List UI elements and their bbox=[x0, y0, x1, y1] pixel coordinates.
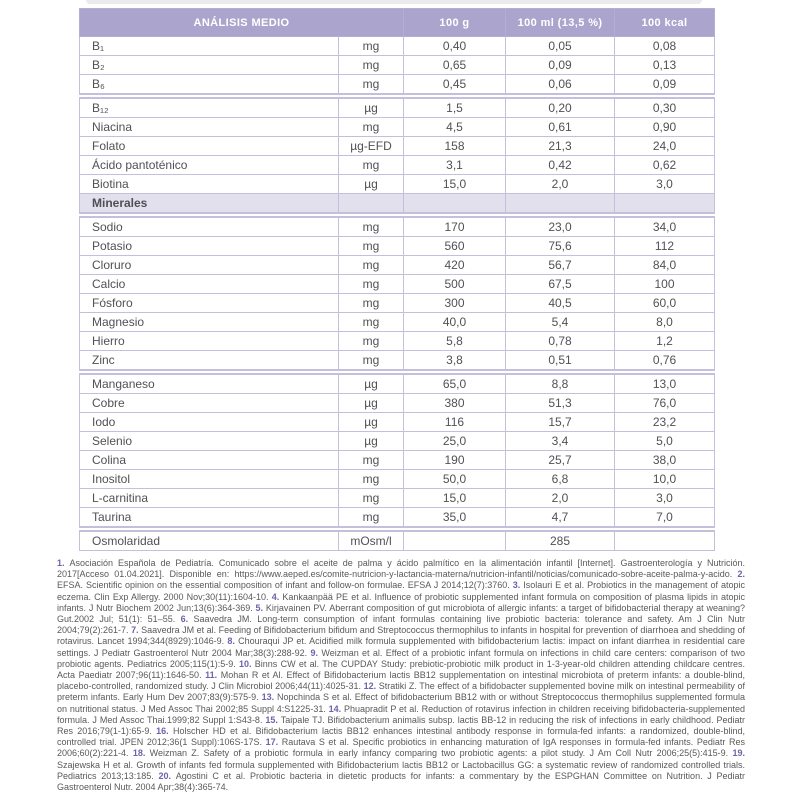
nutrient-name: Potasio bbox=[80, 237, 339, 256]
nutrient-value: 1,5 bbox=[404, 96, 506, 118]
nutrient-value: 158 bbox=[404, 137, 506, 156]
nutrient-value: 0,45 bbox=[404, 75, 506, 97]
nutrient-unit: mg bbox=[339, 313, 404, 332]
nutrient-value: 4,7 bbox=[506, 508, 615, 530]
reference-item: 10. Binns CW et al. The CUPDAY Study: prebiotic-probiotic milk product in 1-3-year-old children attending childcare centres. Acta Paediatr 2007;96(11):1646-50. bbox=[57, 658, 746, 681]
table-row bbox=[80, 351, 715, 373]
nutrient-value: 2,0 bbox=[506, 489, 615, 508]
nutrient-name: Biotina bbox=[80, 175, 339, 194]
nutrient-value: 0,09 bbox=[506, 56, 615, 75]
nutrient-value: 23,0 bbox=[506, 215, 615, 237]
nutrient-unit: mg bbox=[339, 56, 404, 75]
nutrient-value bbox=[506, 194, 615, 216]
nutrient-value: 84,0 bbox=[615, 256, 715, 275]
nutrient-unit: mg bbox=[339, 332, 404, 351]
nutrient-value: 65,0 bbox=[404, 372, 506, 394]
reference-number: 10. bbox=[239, 658, 255, 669]
nutrient-unit: mg bbox=[339, 118, 404, 137]
nutrient-value: 13,0 bbox=[615, 372, 715, 394]
nutrient-value: 34,0 bbox=[615, 215, 715, 237]
nutrient-value: 190 bbox=[404, 451, 506, 470]
table-header bbox=[80, 9, 715, 37]
nutrient-value: 5,8 bbox=[404, 332, 506, 351]
reference-item: 18. Weizman Z. Safety of a probiotic formula in early infancy comparing two probiotic agents: a pilot study. J Am Coll Nutr 2006;25(5):415-9. bbox=[132, 748, 733, 759]
nutrient-name: Zinc bbox=[80, 351, 339, 373]
nutrient-value: 300 bbox=[404, 294, 506, 313]
reference-number: 2. bbox=[737, 569, 745, 580]
nutrient-value: 0,30 bbox=[615, 96, 715, 118]
nutrient-value: 24,0 bbox=[615, 137, 715, 156]
nutrient-unit: mg bbox=[339, 294, 404, 313]
nutrient-value: 8,0 bbox=[615, 313, 715, 332]
nutrient-value: 0,78 bbox=[506, 332, 615, 351]
nutrient-value: 500 bbox=[404, 275, 506, 294]
reference-item: 11. Mohan R et Al. Effect of Bifidobacterium lactis BB12 supplementation on intestinal microbiota of preterm infants: a double-blind, placebo-controlled, randomized study. J Clin Microbiol 2006;44(11):4025-31. bbox=[57, 670, 746, 692]
table-row bbox=[80, 75, 715, 97]
nutrient-value: 5,0 bbox=[615, 432, 715, 451]
reference-number: 16. bbox=[156, 726, 173, 737]
nutrient-name: Sodio bbox=[80, 215, 339, 237]
reference-item: 7. Saavedra JM et al. Feeding of Bifidobacterium bifidum and Streptococcus thermophilus to infants in hospital for prevention of diarrhoea and shedding of rotavirus. Lancet 1994;344(8929):1046-9. bbox=[57, 625, 745, 647]
nutrient-name: Colina bbox=[80, 451, 339, 470]
nutrient-name: Osmolaridad bbox=[80, 529, 339, 551]
table-row bbox=[80, 432, 715, 451]
nutrient-value: 3,0 bbox=[615, 489, 715, 508]
nutrient-value: 0,05 bbox=[506, 37, 615, 56]
nutrient-value: 4,5 bbox=[404, 118, 506, 137]
table-row bbox=[80, 451, 715, 470]
nutrient-unit: µg bbox=[339, 96, 404, 118]
nutrient-name: Taurina bbox=[80, 508, 339, 530]
nutrient-value: 0,51 bbox=[506, 351, 615, 373]
reference-number: 13. bbox=[261, 692, 278, 703]
nutrient-unit: mg bbox=[339, 508, 404, 530]
nutrient-value: 10,0 bbox=[615, 470, 715, 489]
reference-item: 15. Taipale TJ. Bifidobacterium animalis subsp. lactis BB-12 in reducing the risk of infections in early childhood. Pediatr Res 2016;79(1-1):65-9. bbox=[57, 714, 745, 737]
nutrient-unit: µg bbox=[339, 394, 404, 413]
table-row bbox=[80, 118, 715, 137]
reference-number: 3. bbox=[512, 580, 524, 591]
reference-number: 1. bbox=[57, 558, 70, 568]
reference-number: 7. bbox=[131, 625, 142, 636]
nutrient-name: Selenio bbox=[80, 432, 339, 451]
nutrient-value: 56,7 bbox=[506, 256, 615, 275]
nutrient-unit: mg bbox=[339, 215, 404, 237]
table-row bbox=[80, 489, 715, 508]
nutrient-value: 0,42 bbox=[506, 156, 615, 175]
header-100kcal: 100 kcal bbox=[615, 9, 715, 37]
nutrient-name: B₁ bbox=[80, 37, 339, 56]
reference-number: 5. bbox=[255, 602, 266, 613]
table-row bbox=[80, 96, 715, 118]
header-100g: 100 g bbox=[404, 9, 506, 37]
nutrient-unit: mg bbox=[339, 75, 404, 97]
nutrient-value: 15,7 bbox=[506, 413, 615, 432]
nutrient-value: 25,0 bbox=[404, 432, 506, 451]
nutrient-name: B₂ bbox=[80, 56, 339, 75]
nutrient-value: 380 bbox=[404, 394, 506, 413]
nutrient-unit: µg-EFD bbox=[339, 137, 404, 156]
table-row bbox=[80, 137, 715, 156]
nutrient-name: Ácido pantoténico bbox=[80, 156, 339, 175]
nutrient-unit: mg bbox=[339, 37, 404, 56]
reference-number: 20. bbox=[158, 770, 176, 781]
nutrient-value: 67,5 bbox=[506, 275, 615, 294]
nutrient-value: 1,2 bbox=[615, 332, 715, 351]
table-row bbox=[80, 156, 715, 175]
nutrient-value: 7,0 bbox=[615, 508, 715, 530]
nutrient-name: Iodo bbox=[80, 413, 339, 432]
page-top-edge-artifact bbox=[86, 0, 702, 4]
nutrient-value: 21,3 bbox=[506, 137, 615, 156]
reference-number: 18. bbox=[132, 748, 150, 759]
nutrient-unit: mOsm/l bbox=[339, 529, 404, 551]
header-100ml: 100 ml (13,5 %) bbox=[506, 9, 615, 37]
nutrient-value: 0,90 bbox=[615, 118, 715, 137]
nutrient-unit: mg bbox=[339, 256, 404, 275]
table-row bbox=[80, 275, 715, 294]
reference-item: 16. Holscher HD et al. Bifidobacterium lactis BB12 enhances intestinal antibody response in formula-fed infants: a randomized, double-blind, controlled trial. JPEN 2012;36(1 Suppl):106S-17S. bbox=[57, 726, 746, 748]
nutrient-value: 3,8 bbox=[404, 351, 506, 373]
table-row bbox=[80, 237, 715, 256]
nutrient-value: 170 bbox=[404, 215, 506, 237]
table-row bbox=[80, 313, 715, 332]
table-row bbox=[80, 394, 715, 413]
nutrient-value: 2,0 bbox=[506, 175, 615, 194]
table-row bbox=[80, 332, 715, 351]
nutrient-name: B₁₂ bbox=[80, 96, 339, 118]
table-header-row bbox=[80, 9, 715, 37]
reference-number: 17. bbox=[265, 737, 282, 748]
nutrient-name: Cobre bbox=[80, 394, 339, 413]
table-row bbox=[80, 256, 715, 275]
reference-item: 3. Isolauri E et al. Probiotics in the management of atopic eczema. Clin Exp Allergy. 2000 Nov;30(11):1604-10. bbox=[57, 580, 745, 602]
nutrient-value: 420 bbox=[404, 256, 506, 275]
table-body bbox=[80, 37, 715, 551]
header-analisis-medio: ANÁLISIS MEDIO bbox=[80, 9, 404, 37]
nutrient-value: 76,0 bbox=[615, 394, 715, 413]
nutrient-value: 0,62 bbox=[615, 156, 715, 175]
nutrient-value: 51,3 bbox=[506, 394, 615, 413]
reference-item: 13. Nopchinda S et al. Effect of bifidobacterium BB12 with or without Streptococcus thermophilus supplemented formula on nutritional status. J Med Assoc Thai 2002;85 Suppl 4:S1225-31. bbox=[57, 692, 745, 714]
reference-item: 19. Szajewska H et al. Growth of infants fed formula supplemented with Bifidobacterium lactis BB12 or Lactobacillus GG: a systematic review of randomized controlled trials. Pediatrics 2013;13:185. bbox=[57, 748, 745, 781]
reference-number: 4. bbox=[271, 591, 283, 602]
table-row bbox=[80, 470, 715, 489]
table-section-row bbox=[80, 194, 715, 216]
nutrient-value bbox=[404, 194, 506, 216]
nutrient-value: 40,0 bbox=[404, 313, 506, 332]
nutrient-value bbox=[404, 529, 506, 551]
nutrient-value: 25,7 bbox=[506, 451, 615, 470]
nutrient-value: 23,2 bbox=[615, 413, 715, 432]
reference-number: 8. bbox=[227, 636, 239, 647]
nutrient-value: 40,5 bbox=[506, 294, 615, 313]
reference-item: 17. Rautava S et al. Specific probiotics in enhancing maturation of IgA responses in formula-fed infants. Pediatr Res 2006;60(2):221-4. bbox=[57, 737, 745, 759]
reference-item: 1. Asociación Española de Pediatría. Comunicado sobre el aceite de palma y ácido palmítico en la alimentación infantil [Internet]. Gastroenterología y Nutrición. 2017[Acceso 01.04.2021]. Disponible en: https://www.aeped.es/comite-nutricion-y-lactancia-materna/nutricion-infantil/noticias/comunicado-sobre-aceite-palma-y-acido. bbox=[57, 558, 745, 580]
nutrient-unit: µg bbox=[339, 432, 404, 451]
nutrient-name: Cloruro bbox=[80, 256, 339, 275]
nutrient-value: 8,8 bbox=[506, 372, 615, 394]
nutrient-value: 6,8 bbox=[506, 470, 615, 489]
nutrient-value: 5,4 bbox=[506, 313, 615, 332]
reference-number: 12. bbox=[363, 681, 379, 692]
table-row bbox=[80, 508, 715, 530]
nutrient-name: Minerales bbox=[80, 194, 339, 216]
table-row bbox=[80, 56, 715, 75]
table-row bbox=[80, 372, 715, 394]
nutrient-value: 3,1 bbox=[404, 156, 506, 175]
nutrient-value: 100 bbox=[615, 275, 715, 294]
nutrient-value: 0,13 bbox=[615, 56, 715, 75]
nutrient-value: 60,0 bbox=[615, 294, 715, 313]
reference-number: 9. bbox=[310, 647, 322, 658]
nutrient-value: 50,0 bbox=[404, 470, 506, 489]
nutrient-value: 15,0 bbox=[404, 175, 506, 194]
nutrient-value: 116 bbox=[404, 413, 506, 432]
reference-item: 6. Saavedra JM. Long-term consumption of infant formulas containing live probiotic bacteria: tolerance and safety. Am J Clin Nutr 2004;79(2):261-7. bbox=[57, 614, 745, 636]
table-row bbox=[80, 175, 715, 194]
nutrient-value: 0,08 bbox=[615, 37, 715, 56]
nutritional-analysis-table bbox=[79, 8, 715, 551]
nutrient-unit: mg bbox=[339, 470, 404, 489]
nutrient-name: Fósforo bbox=[80, 294, 339, 313]
nutrient-name: L-carnitina bbox=[80, 489, 339, 508]
nutrient-unit: mg bbox=[339, 237, 404, 256]
reference-item: 4. Kankaanpää PE et al. Influence of probiotic supplemented infant formula on composition of plasma lipids in atopic infants. J Nutr Biochem 2002 Jun;13(6):364-369. bbox=[57, 591, 745, 613]
table-row bbox=[80, 529, 715, 551]
nutrient-value: 0,65 bbox=[404, 56, 506, 75]
nutrient-unit: µg bbox=[339, 372, 404, 394]
nutrient-name: Manganeso bbox=[80, 372, 339, 394]
nutrient-unit bbox=[339, 194, 404, 216]
table-row bbox=[80, 215, 715, 237]
table-row bbox=[80, 294, 715, 313]
nutrient-unit: µg bbox=[339, 175, 404, 194]
nutrient-name: Calcio bbox=[80, 275, 339, 294]
references bbox=[57, 558, 745, 793]
nutrient-value: 0,76 bbox=[615, 351, 715, 373]
reference-item: 2. EFSA. Scientific opinion on the essential composition of infant and follow-on formulae. EFSA J 2014;12(7):3760. bbox=[57, 569, 745, 591]
nutrient-unit: mg bbox=[339, 489, 404, 508]
nutrient-value: 560 bbox=[404, 237, 506, 256]
nutrient-value: 38,0 bbox=[615, 451, 715, 470]
reference-item: 12. Stratiki Z. The effect of a bifidobacter supplemented bovine milk on intestinal permeability of preterm infants. Early Hum Dev 2007;83(9):575-9. bbox=[57, 681, 745, 703]
nutrient-value bbox=[615, 529, 715, 551]
nutrient-name: B₆ bbox=[80, 75, 339, 97]
nutrient-unit: mg bbox=[339, 451, 404, 470]
reference-number: 15. bbox=[265, 714, 281, 725]
nutrient-value: 0,20 bbox=[506, 96, 615, 118]
nutrient-value: 112 bbox=[615, 237, 715, 256]
nutrient-value: 3,4 bbox=[506, 432, 615, 451]
nutrient-unit: mg bbox=[339, 351, 404, 373]
nutrient-value: 35,0 bbox=[404, 508, 506, 530]
nutrient-value: 0,40 bbox=[404, 37, 506, 56]
nutrient-unit: µg bbox=[339, 413, 404, 432]
reference-item: 9. Weizman et al. Effect of a probiotic infant formula on infections in child care centers: comparison of two probiotic agents. Pediatrics 2005;115(1):5-9. bbox=[57, 647, 745, 669]
reference-number: 14. bbox=[328, 703, 344, 714]
reference-number: 6. bbox=[180, 614, 194, 625]
nutrient-value: 15,0 bbox=[404, 489, 506, 508]
nutrient-name: Folato bbox=[80, 137, 339, 156]
nutrient-value bbox=[615, 194, 715, 216]
nutrient-unit: mg bbox=[339, 156, 404, 175]
reference-item: 5. Kirjavainen PV. Aberrant composition of gut microbiota of allergic infants: a target of bifidobacterial therapy at weaning? Gut.2002 Jul; 51(1): 51–55. bbox=[57, 602, 745, 625]
nutrient-value: 3,0 bbox=[615, 175, 715, 194]
nutrient-unit: mg bbox=[339, 275, 404, 294]
reference-number: 11. bbox=[205, 670, 221, 681]
nutrient-value: 0,61 bbox=[506, 118, 615, 137]
reference-number: 19. bbox=[732, 748, 745, 759]
nutrient-value: 285 bbox=[506, 529, 615, 551]
nutrient-name: Niacina bbox=[80, 118, 339, 137]
table-row bbox=[80, 413, 715, 432]
nutrient-name: Hierro bbox=[80, 332, 339, 351]
nutrient-value: 0,09 bbox=[615, 75, 715, 97]
nutrient-value: 75,6 bbox=[506, 237, 615, 256]
nutrient-name: Inositol bbox=[80, 470, 339, 489]
table-row bbox=[80, 37, 715, 56]
nutrient-value: 0,06 bbox=[506, 75, 615, 97]
reference-item: 20. Agostini C et al. Probiotic bacteria in dietetic products for infants: a commentary by the ESPGHAN Committee on Nutrition. J Pediatr Gastroenterol Nutr. 2004 Apr;38(4):365-74. bbox=[57, 770, 745, 793]
reference-item: 8. Chouraqui JP et. Acidified milk formula supplemented with bifidobacterium lactis: impact on infant diarrhea in residential care settings. J Pediatr Gastroenterol Nutr 2004 Mar;38(3):288-92. bbox=[57, 636, 745, 658]
reference-item: 14. Phuapradit P et al. Reduction of rotavirus infection in children receiving bifidobacteria-supplemented formula. J Med Assoc Thai.1999;82 Suppl 1:S43-8. bbox=[57, 703, 745, 725]
nutrient-name: Magnesio bbox=[80, 313, 339, 332]
